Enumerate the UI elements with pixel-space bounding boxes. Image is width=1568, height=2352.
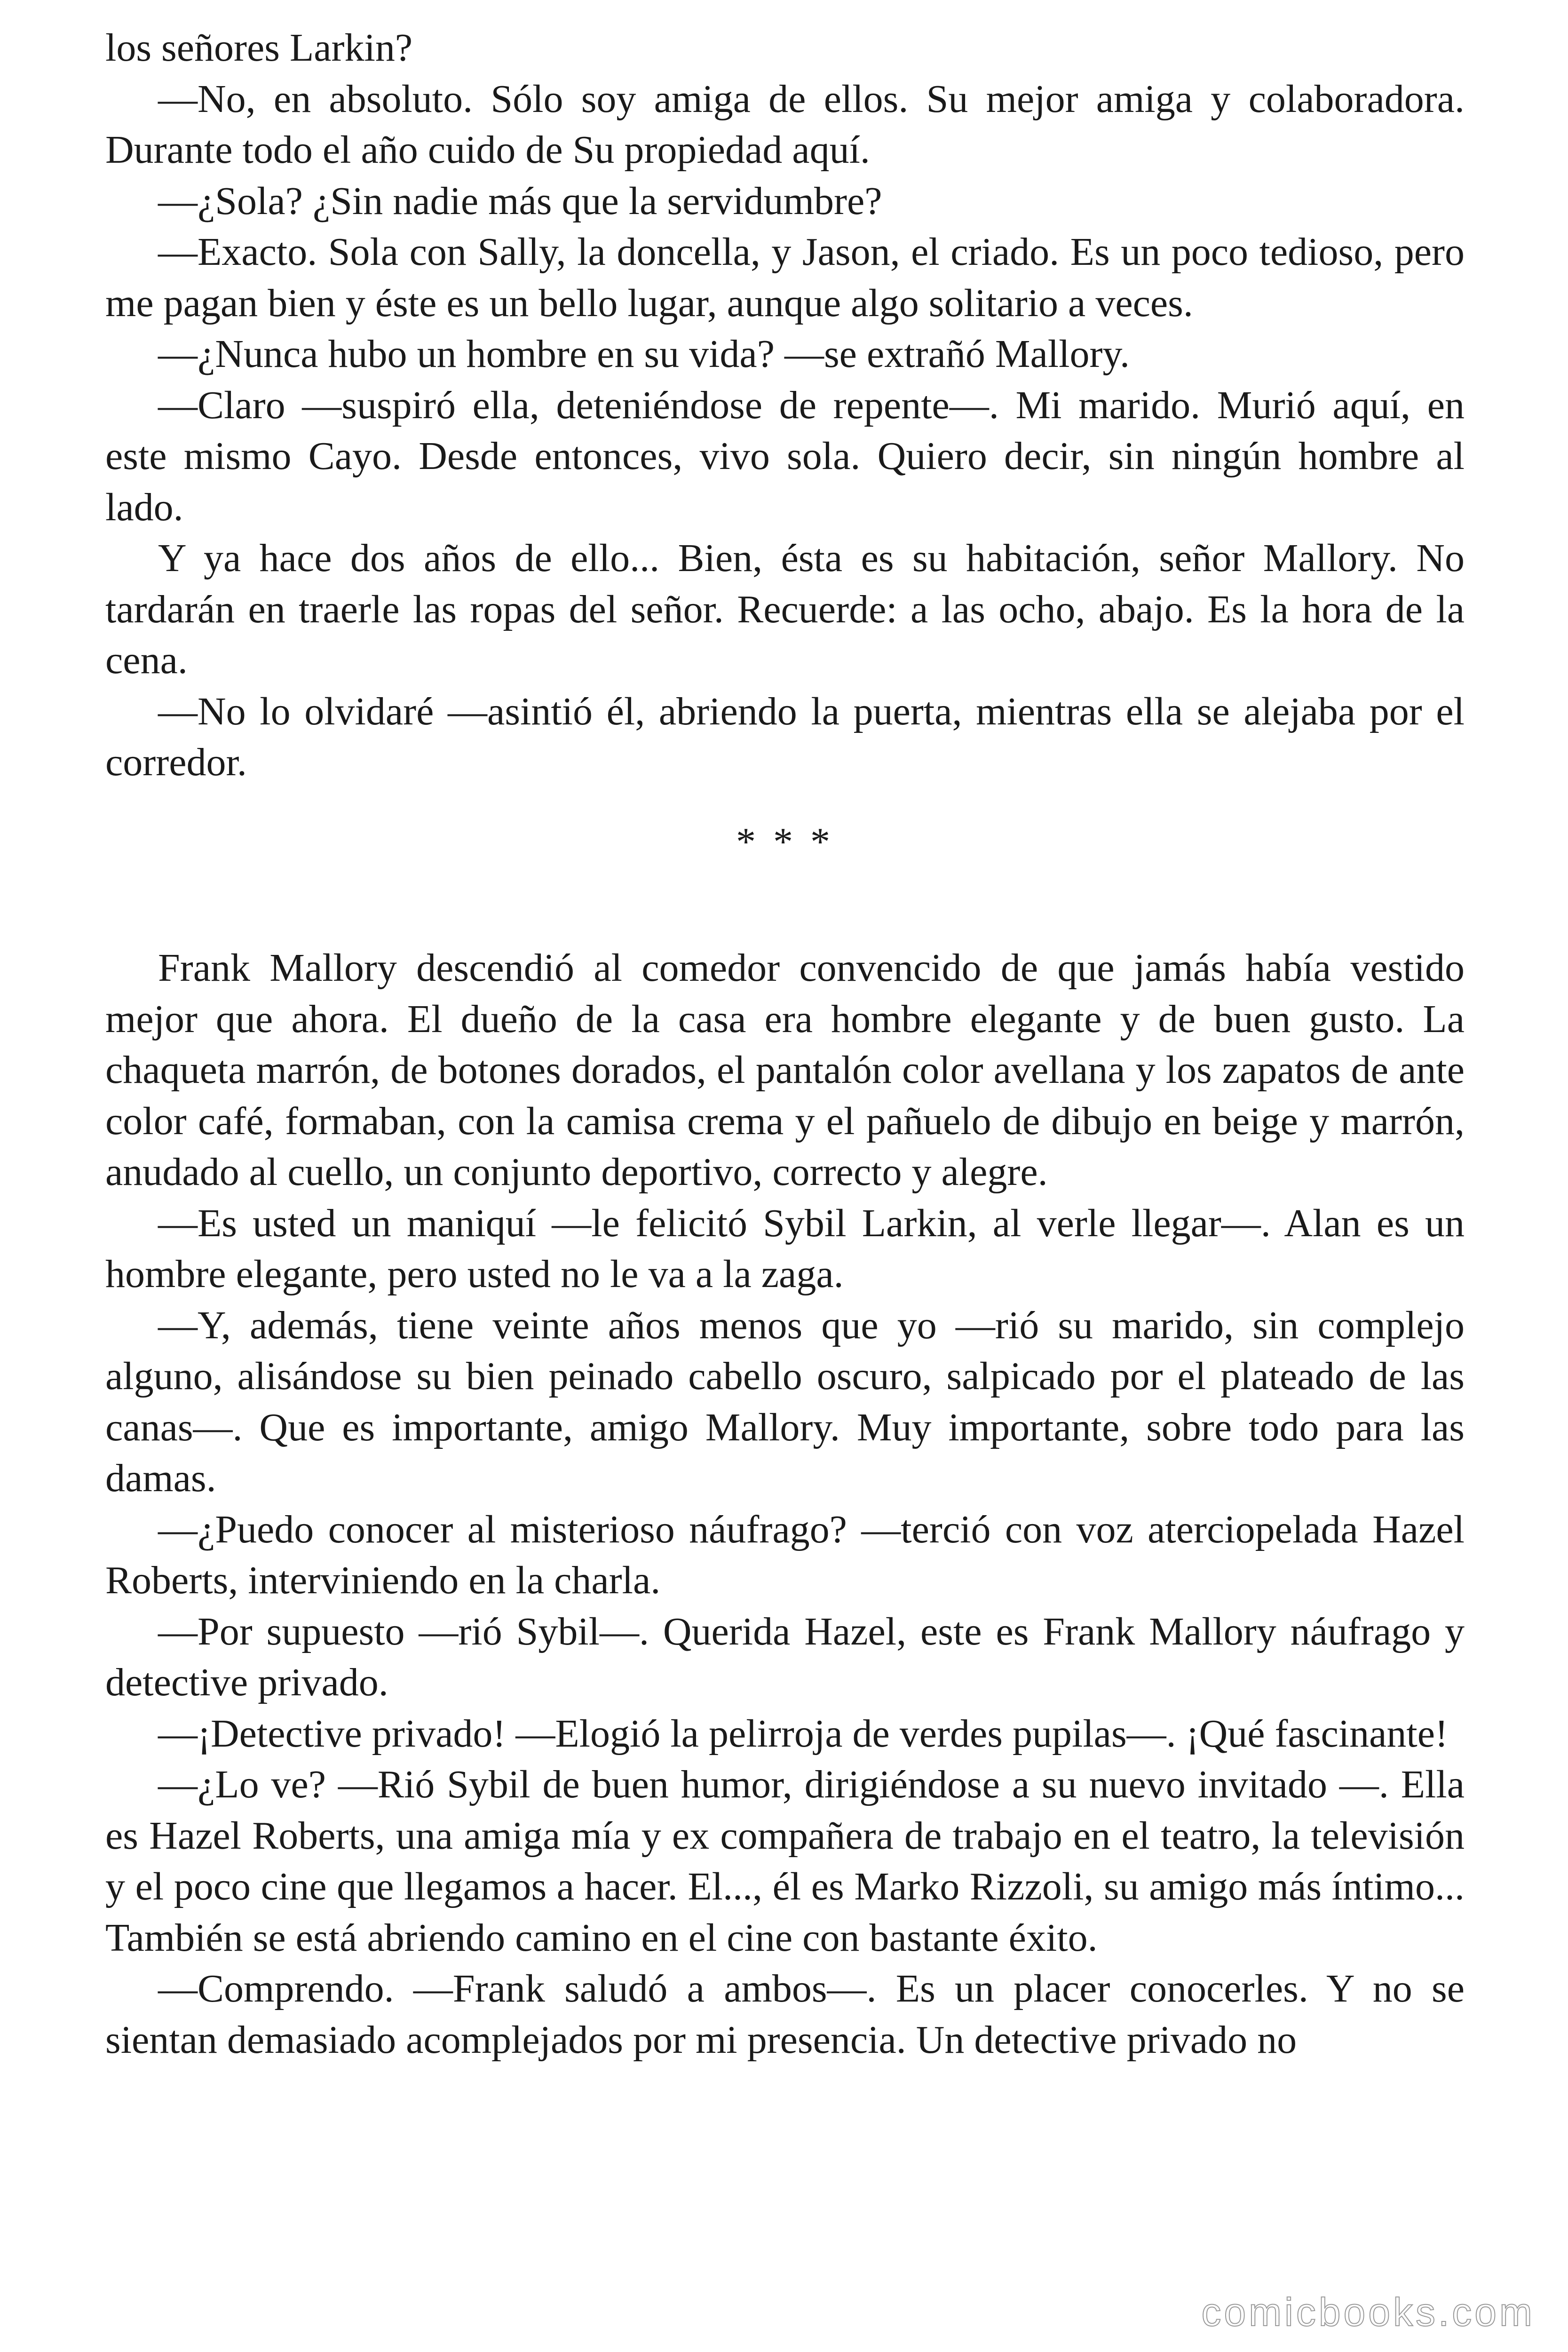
paragraph: —No, en absoluto. Sólo soy amiga de ellos. Su mejor amiga y colaboradora. Durante todo el año cuido de Su propiedad aquí.: [105, 77, 1465, 172]
paragraph: —Claro —suspiró ella, deteniéndose de repente—. Mi marido. Murió aquí, en este mismo Cayo. Desde entonces, vivo sola. Quiero decir, sin ningún hombre al lado.: [105, 383, 1465, 529]
paragraph: —Es usted un maniquí —le felicitó Sybil Larkin, al verle llegar—. Alan es un hombre elegante, pero usted no le va a la zaga.: [105, 1201, 1465, 1296]
watermark: comicbooks.com: [1201, 2290, 1535, 2334]
paragraph: —¿Nunca hubo un hombre en su vida? —se extrañó Mallory.: [158, 332, 1130, 376]
paragraph: —¿Puedo conocer al misterioso náufrago? —terció con voz aterciopelada Hazel Roberts, interviniendo en la charla.: [105, 1507, 1465, 1602]
paragraph: —No lo olvidaré —asintió él, abriendo la puerta, mientras ella se alejaba por el corredor.: [105, 689, 1465, 784]
paragraph: Y ya hace dos años de ello... Bien, ésta es su habitación, señor Mallory. No tardarán en traerle las ropas del señor. Recuerde: a las ocho, abajo. Es la hora de la cena.: [105, 536, 1465, 682]
paragraph-continues: —Comprendo. —Frank saludó a ambos—. Es un placer conocerles. Y no se sientan demasiado acomplejados por mi presencia. Un detective privado no: [105, 1967, 1465, 2062]
paragraph: —Por supuesto —rió Sybil—. Querida Hazel, este es Frank Mallory náufrago y detective privado.: [105, 1609, 1465, 1704]
paragraph: Frank Mallory descendió al comedor convencido de que jamás había vestido mejor que ahora. El dueño de la casa era hombre elegante y de buen gusto. La chaqueta marrón, de botones dorados, el pantalón color avellana y los zapatos de ante color café, formaban, con la camisa crema y el pañuelo de dibujo en beige y marrón, anudado al cuello, un conjunto deportivo, correcto y alegre.: [105, 946, 1465, 1194]
paragraph: —Y, además, tiene veinte años menos que yo —rió su marido, sin complejo alguno, alisándose su bien peinado cabello oscuro, salpicado por el plateado de las canas—. Que es importante, amigo Mallory. Muy importante, sobre todo para las damas.: [105, 1303, 1465, 1500]
book-page: [105, 23, 1465, 2066]
paragraph-continuation: los señores Larkin?: [105, 26, 413, 70]
paragraph: —¿Sola? ¿Sin nadie más que la servidumbre?: [158, 179, 882, 223]
paragraph: —¡Detective privado! —Elogió la pelirroja de verdes pupilas—. ¡Qué fascinante!: [158, 1711, 1449, 1756]
paragraph: —¿Lo ve? —Rió Sybil de buen humor, dirigiéndose a su nuevo invitado —. Ella es Hazel Roberts, una amiga mía y ex compañera de trabajo en el teatro, la televisión y el poco cine que llegamos a hacer. El..., él es Marko Rizzoli, su amigo más íntimo... También se está abriendo camino en el cine con bastante éxito.: [105, 1763, 1465, 1960]
section-separator: * * *: [736, 819, 834, 864]
paragraph: —Exacto. Sola con Sally, la doncella, y Jason, el criado. Es un poco tedioso, pero me pagan bien y éste es un bello lugar, aunque algo solitario a veces.: [105, 230, 1465, 325]
